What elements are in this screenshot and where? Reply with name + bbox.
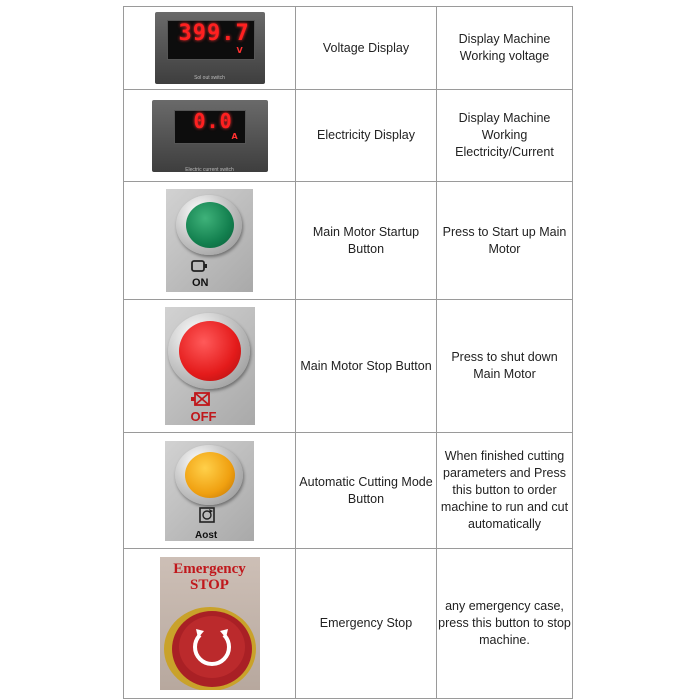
meter-caption: Electric current switch bbox=[185, 166, 234, 173]
picture-cell bbox=[124, 7, 296, 90]
current-unit: A bbox=[231, 131, 238, 141]
stop-label: STOP bbox=[190, 577, 229, 593]
red-off-button-icon bbox=[165, 307, 255, 425]
emergency-label: Emergency bbox=[173, 561, 246, 577]
description-cell: Voltage Display bbox=[296, 7, 437, 90]
table-row bbox=[124, 300, 573, 433]
on-label: ON bbox=[192, 277, 209, 289]
motor-stop-symbol-icon bbox=[190, 391, 212, 407]
voltage-reading: 399.7 bbox=[178, 21, 250, 46]
picture-cell bbox=[124, 90, 296, 182]
picture-cell bbox=[124, 182, 296, 300]
table-row bbox=[124, 90, 573, 182]
mushroom-button-icon bbox=[160, 557, 260, 690]
function-cell: Display Machine Working voltage bbox=[437, 7, 573, 90]
amber-auto-button-icon bbox=[165, 441, 254, 541]
voltage-meter-icon bbox=[155, 12, 265, 84]
voltage-unit: V bbox=[236, 46, 243, 55]
auto-cycle-symbol-icon bbox=[197, 505, 217, 525]
function-cell: Press to Start up Main Motor bbox=[437, 182, 573, 300]
description-cell: Emergency Stop bbox=[296, 549, 437, 699]
off-label: OFF bbox=[190, 409, 217, 424]
function-cell: When finished cutting parameters and Press this button to order machine to run and cut automatically bbox=[437, 433, 573, 549]
description-cell: Automatic Cutting Mode Button bbox=[296, 433, 437, 549]
emergency-stop-icon bbox=[160, 557, 260, 690]
table-row bbox=[124, 182, 573, 300]
current-reading: 0.0 bbox=[193, 108, 233, 133]
motor-symbol-icon bbox=[190, 259, 208, 273]
table-row bbox=[124, 7, 573, 90]
description-cell: Main Motor Stop Button bbox=[296, 300, 437, 433]
description-cell: Electricity Display bbox=[296, 90, 437, 182]
picture-cell bbox=[124, 549, 296, 699]
current-meter-icon bbox=[152, 100, 268, 172]
picture-cell bbox=[124, 433, 296, 549]
function-cell: Press to shut down Main Motor bbox=[437, 300, 573, 433]
green-on-button-icon bbox=[166, 189, 253, 292]
function-cell: Display Machine Working Electricity/Current bbox=[437, 90, 573, 182]
picture-cell bbox=[124, 300, 296, 433]
function-cell: any emergency case, press this button to stop machine. bbox=[437, 549, 573, 699]
meter-caption: Sol out switch bbox=[194, 75, 225, 81]
description-cell: Main Motor Startup Button bbox=[296, 182, 437, 300]
control-spec-table bbox=[123, 6, 573, 699]
auto-label: Aost bbox=[195, 529, 218, 541]
table-row bbox=[124, 433, 573, 549]
table-row bbox=[124, 549, 573, 699]
